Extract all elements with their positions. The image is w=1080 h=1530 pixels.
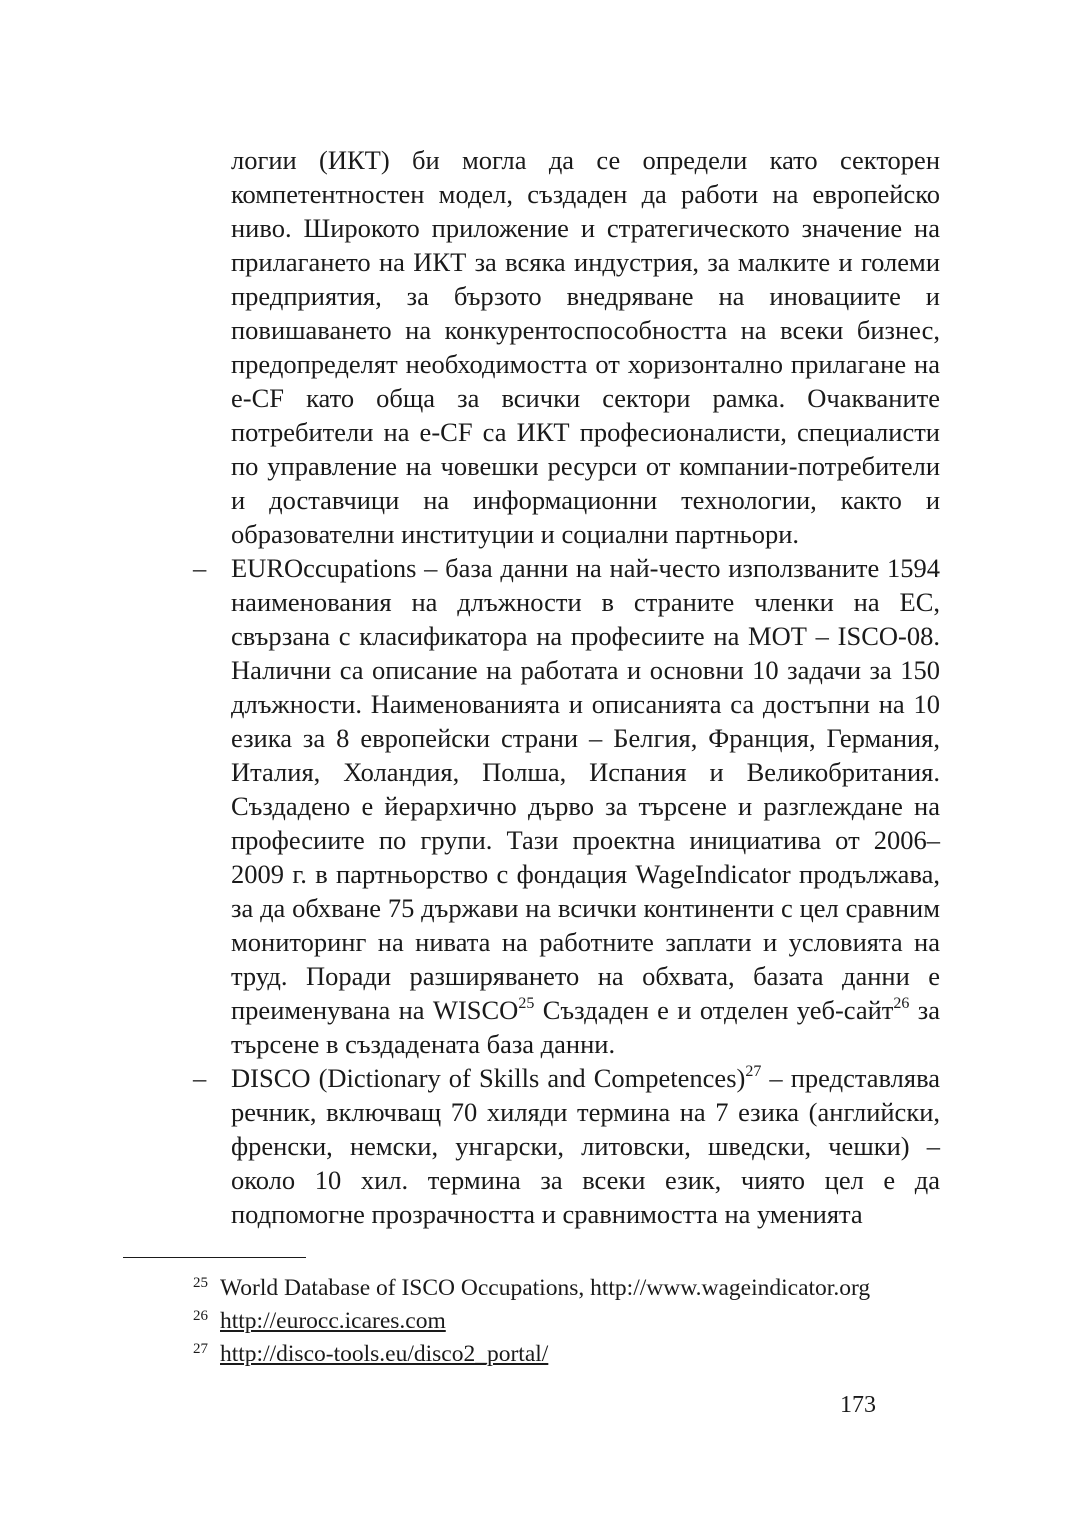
bullet-text: DISCO (Dictionary of Skills and Competences) [231, 1063, 746, 1093]
footnote-26: 26 http://eurocc.icares.com [193, 1308, 446, 1334]
footnote-text: World Database of ISCO Occupations, http://www.wageindicator.org [220, 1275, 871, 1301]
footnote-link[interactable]: http://disco-tools.eu/disco2_portal/ [220, 1341, 549, 1367]
footnote-ref[interactable]: 25 [518, 995, 535, 1012]
bullet-dash: – [193, 1063, 207, 1093]
footnote-27: 27 http://disco-tools.eu/disco2_portal/ [193, 1341, 549, 1367]
bullet-text: – представлява речник, включващ 70 хиляди термина на 7 езика (английски, френски, немски, унгарски, литовски, шведски, чешки) – около 10 хил. термина за всеки език, чиято цел е да подпомогне прозрачността и сравнимостта на уменията [231, 1063, 940, 1229]
continued-paragraph: логии (ИКТ) би могла да се определи като секторен компетентностен модел, създаден да работи на европейско ниво. Широкото приложение и стратегическото значение на прилагането на ИКТ за всяка индустрия, за малките и големи предприятия, за бързото внедряване на иновациите и повишаването на конкурентоспособността на всеки бизнес, предопределят необходимостта от хоризонтално прилагане на e-CF като обща за всички сектори рамка. Очакваните потребители на e-CF са ИКТ професионалисти, специалисти по управление на човешки ресурси от компании-потребители и доставчици на информационни технологии, както и образователни институции и социални партньори. [231, 145, 940, 549]
bullet-text: EUROccupations – база данни на най-често използваните 1594 наименования на длъжности в страните членки на ЕС, свързана с класификатора на професиите на МОТ – ISCO-08. Налични са описание на работата и основни 10 задачи за 150 длъжности. Наименованията и описанията са достъпни на 10 езика за 8 европейски страни – Белгия, Франция, Германия, Италия, Холандия, Полша, Испания и Великобритания. Създадено е йерархично дърво за търсене и разглеждане на професиите по групи. Тази проектна инициатива от 2006–2009 г. в партньорство с фондация WageIndicator продължава, за да обхване 75 държави на всички континенти с цел сравним мониторинг на нивата на работните заплати и условията на труд. Поради разширяването на обхвата, базата данни е преименувана на WISCO [231, 553, 940, 1025]
page-number: 173 [840, 1392, 876, 1418]
footnote-25: 25 World Database of ISCO Occupations, http://www.wageindicator.org [193, 1275, 871, 1301]
footnotes [193, 1272, 953, 1371]
bullet-euroccupations [193, 551, 941, 1061]
footnote-separator [123, 1257, 306, 1258]
bullet-text: Създаден е и отделен уеб-сайт [534, 995, 894, 1025]
bullet-text: за търсене в създадената база данни. [231, 995, 941, 1059]
bullet-dash: – [193, 553, 207, 583]
footnote-link[interactable]: http://eurocc.icares.com [220, 1308, 446, 1334]
footnote-ref[interactable]: 26 [893, 995, 910, 1012]
footnote-ref[interactable]: 27 [745, 1063, 762, 1080]
main-text [193, 143, 941, 1231]
bullet-disco [193, 1061, 940, 1231]
